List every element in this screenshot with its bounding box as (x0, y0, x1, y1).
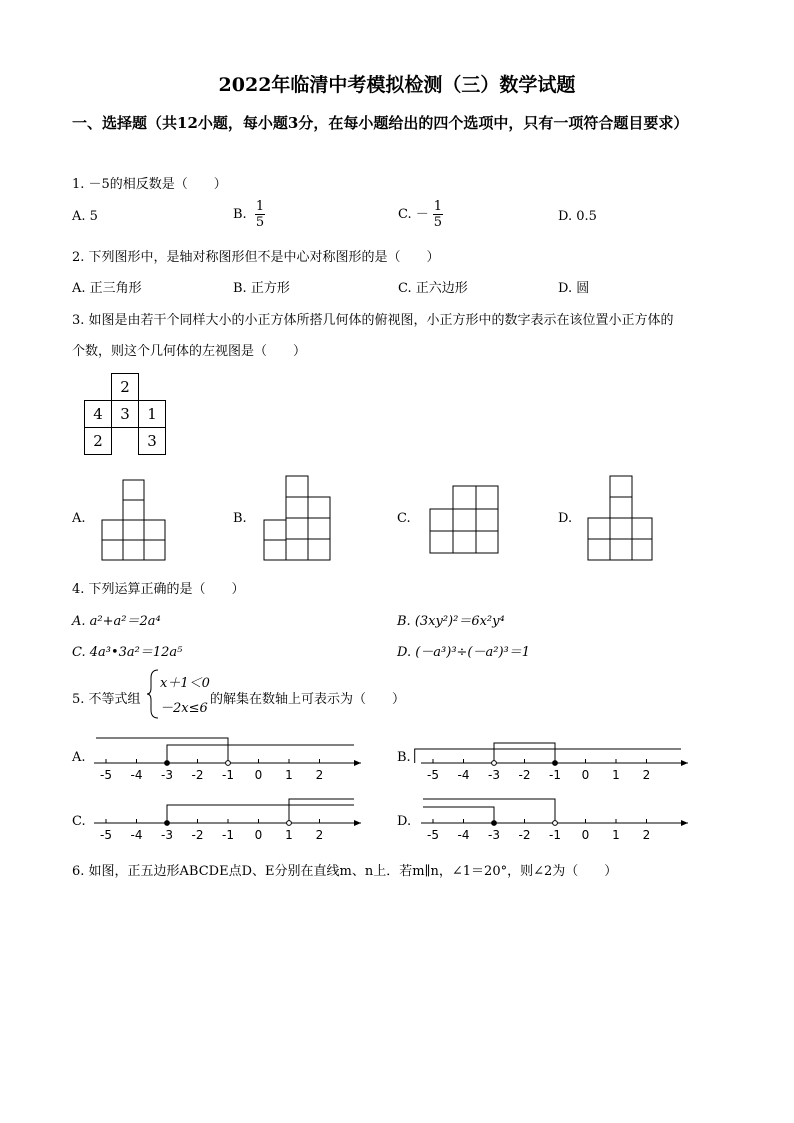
numline-b-endpoint (553, 761, 558, 766)
q5-option-d-label: D. (397, 814, 412, 829)
q2-option-c: C. 正六边形 (398, 281, 468, 296)
numline-d-ray (423, 807, 494, 823)
q4-stem: 4. 下列运算正确的是（ ） (72, 582, 245, 597)
grid-cell (112, 428, 139, 455)
q1-b-num: 1 (255, 199, 265, 214)
numline-d-tick-label: 0 (581, 828, 590, 842)
numline-a-tick-label: -1 (222, 768, 234, 782)
q5-inequality-2: －2x≤6 (160, 701, 208, 716)
numline-a-tick-label: -4 (130, 768, 143, 782)
grid-cell: 2 (112, 374, 139, 401)
numline-a-tick-label: 1 (285, 768, 293, 782)
numline-c-endpoint (287, 821, 292, 826)
q2-option-b: B. 正方形 (233, 281, 290, 296)
numline-c-tick-label: 0 (254, 828, 263, 842)
grid-cell: 1 (139, 401, 166, 428)
numline-b-tick-label: 2 (642, 768, 651, 782)
numline-b-tick-label: -2 (518, 768, 531, 782)
q4-option-a: A. a²+a²＝2a⁴ (72, 614, 161, 629)
q3-option-d-label: D. (558, 511, 573, 526)
q1-b-fraction (255, 199, 265, 230)
numline-d-ray (423, 799, 555, 823)
numline-c-tick-label: -2 (191, 828, 204, 842)
numline-a-tick-label: 0 (254, 768, 263, 782)
q3-option-a-label: A. (72, 511, 86, 526)
q1-option-a: A. 5 (72, 209, 98, 224)
q5-number-lines (0, 730, 794, 850)
q2-stem: 2. 下列图形中，是轴对称图形但不是中心对称图形的是（ ） (72, 250, 440, 265)
q5-option-b-label: B. (397, 750, 411, 765)
q5-option-a-label: A. (72, 750, 86, 765)
q1-option-c (398, 199, 443, 230)
numline-c-tick-label: -5 (100, 828, 112, 842)
grid-cell (85, 374, 112, 401)
q5-option-c-label: C. (72, 814, 86, 829)
q3-stem-line1: 3. 如图是由若干个同样大小的小正方体所搭几何体的俯视图，小正方形中的数字表示在该位置小正方体的 (72, 313, 674, 328)
numline-d-tick-label: 2 (642, 828, 651, 842)
q1-c-fraction (433, 199, 443, 230)
section-heading: 一、选择题（共12小题，每小题3分，在每小题给出的四个选项中，只有一项符合题目要求） (72, 114, 689, 132)
q5-stem-post: 的解集在数轴上可表示为（ ） (210, 692, 406, 707)
numline-c-arrow (354, 820, 361, 826)
q4-option-d: D. (－a³)³÷(－a²)³＝1 (397, 645, 531, 660)
numline-d-endpoint (492, 821, 497, 826)
numline-d-tick-label: -4 (457, 828, 470, 842)
grid-cell: 4 (85, 401, 112, 428)
grid-cell: 2 (85, 428, 112, 455)
numline-c-tick-label: -4 (130, 828, 143, 842)
numline-d-arrow (681, 820, 688, 826)
q3-figure-b (264, 476, 330, 560)
q3-figure-c (430, 486, 498, 553)
q2-option-a: A. 正三角形 (72, 281, 142, 296)
numline-b-tick-label: -5 (427, 768, 439, 782)
numline-a-tick-label: -3 (161, 768, 173, 782)
q1-option-b (233, 199, 265, 230)
numline-a-tick-label: -5 (100, 768, 112, 782)
page-title: 2022年临清中考模拟检测（三）数学试题 (218, 74, 576, 96)
numline-d-tick-label: 1 (612, 828, 620, 842)
numline-b-endpoint (492, 761, 497, 766)
numline-d-tick-label: -3 (488, 828, 500, 842)
q3-figure-a (102, 480, 165, 560)
q1-c-sign: － (415, 207, 429, 222)
q3-option-b-label: B. (233, 511, 247, 526)
q1-b-label: B. (233, 207, 247, 222)
q4-option-b: B. (3xy²)²＝6x²y⁴ (397, 614, 505, 629)
numline-b-tick-label: -4 (457, 768, 470, 782)
numline-c-endpoint (165, 821, 170, 826)
q1-c-num: 1 (433, 199, 443, 214)
top-view-grid (84, 373, 166, 455)
numline-b-tick-label: 0 (581, 768, 590, 782)
q1-option-d: D. 0.5 (558, 209, 597, 224)
grid-cell: 3 (112, 401, 139, 428)
numline-a-tick-label: 2 (315, 768, 324, 782)
numline-a-ray (167, 745, 354, 763)
q5-stem-pre: 5. 不等式组 (72, 692, 141, 707)
q4-option-c: C. 4a³•3a²＝12a⁵ (72, 645, 183, 660)
numline-b-tick-label: -1 (549, 768, 561, 782)
numline-c-tick-label: 2 (315, 828, 324, 842)
q5-brace (146, 668, 160, 720)
numline-d-endpoint (553, 821, 558, 826)
q3-figure-d (588, 476, 652, 560)
numline-b-tick-label: -3 (488, 768, 500, 782)
numline-d-tick-label: -5 (427, 828, 439, 842)
numline-b-arrow (681, 760, 688, 766)
numline-d-tick-label: -1 (549, 828, 561, 842)
numline-a-endpoint (165, 761, 170, 766)
grid-cell: 3 (139, 428, 166, 455)
q2-option-d: D. 圆 (558, 281, 590, 296)
numline-c-ray (167, 805, 354, 823)
grid-cell (139, 374, 166, 401)
q1-c-label: C. (398, 207, 412, 222)
numline-c-ray (289, 799, 354, 823)
q1-b-den: 5 (255, 215, 265, 230)
numline-a-tick-label: -2 (191, 768, 204, 782)
q3-option-c-label: C. (397, 511, 411, 526)
q5-inequality-1: x＋1＜0 (160, 676, 210, 691)
numline-c-tick-label: -1 (222, 828, 234, 842)
numline-a-endpoint (226, 761, 231, 766)
numline-c-tick-label: 1 (285, 828, 293, 842)
q3-stem-line2: 个数，则这个几何体的左视图是（ ） (72, 344, 307, 359)
numline-a-arrow (354, 760, 361, 766)
numline-b-tick-label: 1 (612, 768, 620, 782)
q1-c-den: 5 (433, 215, 443, 230)
q1-stem: 1. －5的相反数是（ ） (72, 177, 227, 192)
q6-stem: 6. 如图，正五边形ABCDE点D、E分别在直线m、n上．若m∥n，∠1＝20°，则∠2为（ ） (72, 864, 618, 879)
numline-a-ray (96, 738, 228, 763)
numline-c-tick-label: -3 (161, 828, 173, 842)
q3-option-figures (0, 470, 794, 570)
numline-d-tick-label: -2 (518, 828, 531, 842)
numline-b-ray (415, 749, 681, 763)
